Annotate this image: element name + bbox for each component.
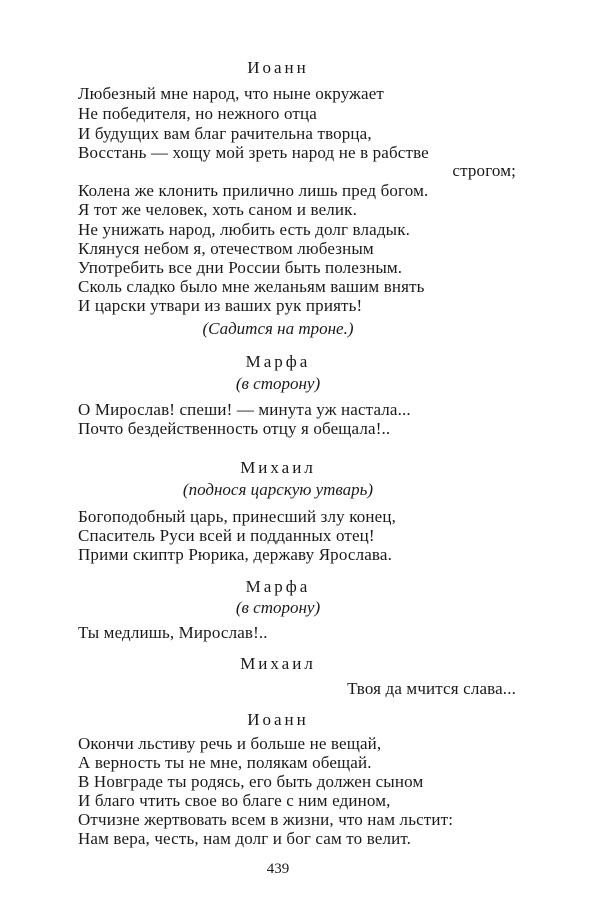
verse-line: А верность ты не мне, полякам обещай. (78, 753, 372, 772)
verse-line: Употребить все дни России быть полезным. (78, 258, 403, 277)
verse-line: Колена же клонить прилично лишь пред богом. (78, 181, 429, 200)
verse-line: Не унижать народ, любить есть долг владык. (78, 220, 411, 239)
verse-line: Я тот же человек, хоть саном и велик. (78, 200, 357, 219)
verse-line: Ты медлишь, Мирослав!.. (78, 623, 268, 642)
page-number: 439 (266, 861, 290, 877)
verse-line: Нам вера, честь, нам долг и бог сам то велит. (78, 829, 412, 848)
verse-line-continuation: строгом; (452, 161, 516, 180)
verse-line: И будущих вам благ рачительна творца, (78, 124, 372, 143)
stage-direction: (поднося царскую утварь) (182, 480, 374, 499)
verse-line: Прими скиптр Рюрика, державу Ярослава. (78, 545, 392, 564)
verse-line: Сколь сладко было мне желаньям вашим внять (78, 277, 425, 296)
stage-direction: (Садится на троне.) (202, 319, 354, 338)
verse-line: Восстань — хощу мой зреть народ не в рабстве (78, 143, 429, 162)
verse-line: В Новграде ты родясь, его быть должен сыном (78, 772, 424, 791)
speaker-marfa: Марфа (245, 577, 311, 596)
verse-line-half: Твоя да мчится слава... (347, 679, 516, 698)
verse-line: О Мирослав! спеши! — минута уж настала... (78, 400, 411, 419)
verse-line: Отчизне жертвовать всем в жизни, что нам льстит: (78, 810, 454, 829)
verse-line: Спаситель Руси всей и подданных отец! (78, 526, 375, 545)
verse-line: Любезный мне народ, что ныне окружает (78, 84, 384, 103)
verse-line: Окончи льстиву речь и больше не вещай, (78, 734, 382, 753)
speaker-marfa: Марфа (245, 352, 311, 371)
stage-direction: (в сторону) (235, 598, 321, 617)
speaker-mikhail: Михаил (240, 458, 316, 477)
speaker-ioann: Иоанн (247, 710, 309, 729)
verse-line: Богоподобный царь, принесший злу конец, (78, 507, 397, 526)
stage-direction: (в сторону) (235, 374, 321, 393)
verse-line: Почто бездейственность отцу я обещала!.. (78, 419, 391, 438)
verse-line: Не победителя, но нежного отца (78, 104, 317, 123)
verse-line: Клянуся небом я, отечеством любезным (78, 239, 374, 258)
speaker-mikhail: Михаил (240, 654, 316, 673)
speaker-ioann: Иоанн (247, 58, 309, 77)
verse-line: И царски утвари из ваших рук приять! (78, 296, 363, 315)
verse-line: И благо чтить свое во благе с ним едином, (78, 791, 391, 810)
